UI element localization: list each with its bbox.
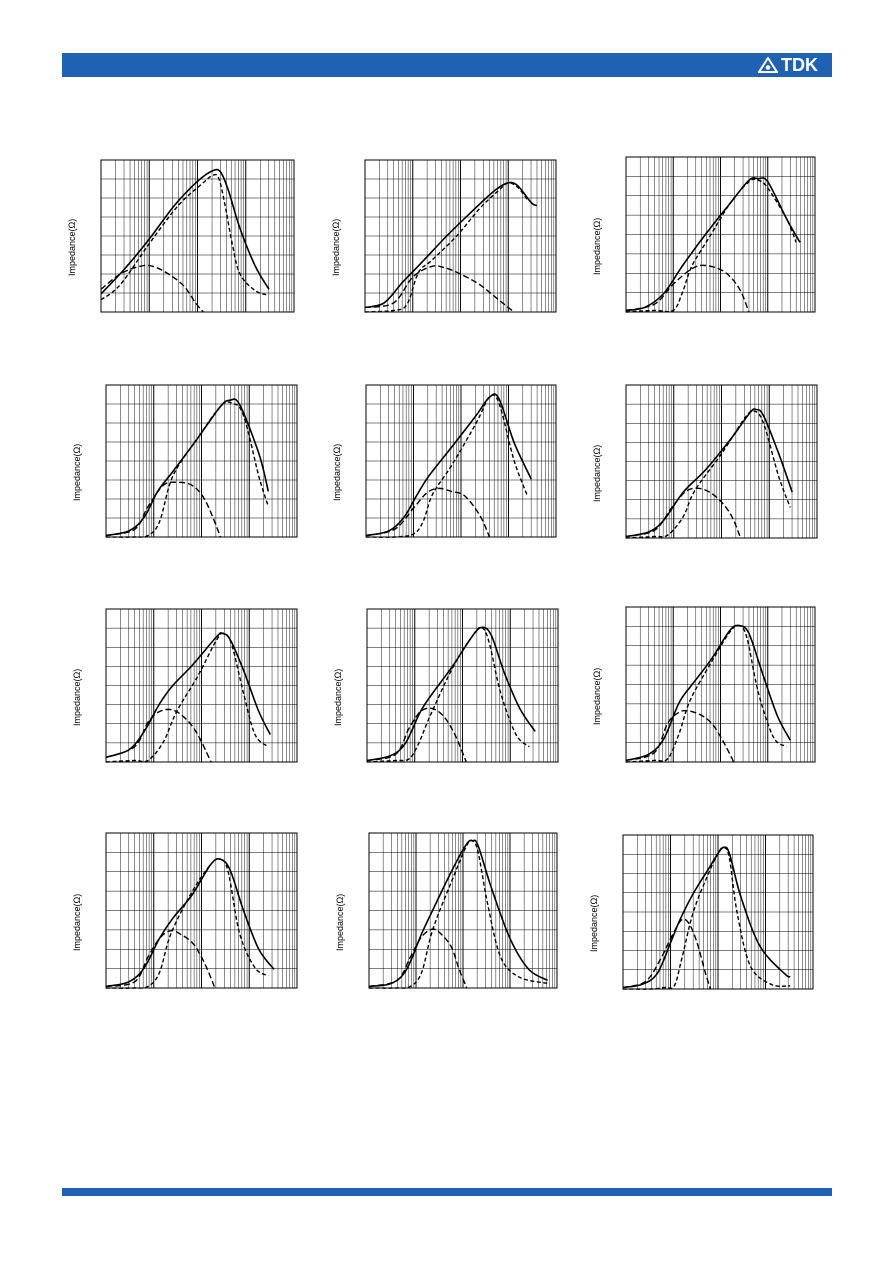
impedance-chart xyxy=(369,833,557,988)
impedance-chart xyxy=(626,607,815,762)
impedance-chart xyxy=(623,835,813,989)
grid xyxy=(626,385,817,538)
tdk-emblem-icon xyxy=(758,57,778,73)
impedance-chart xyxy=(106,833,297,988)
grid xyxy=(101,160,294,312)
series-x-line xyxy=(106,709,211,762)
y-axis-label: Impedance(Ω) xyxy=(589,894,599,952)
series-x-line xyxy=(365,266,514,312)
series-z-line xyxy=(626,178,800,311)
y-axis-label: Impedance(Ω) xyxy=(72,668,82,726)
tdk-logo xyxy=(758,55,818,75)
series-x-line xyxy=(101,265,203,312)
series-z-line xyxy=(106,633,270,758)
y-axis-label: Impedance(Ω) xyxy=(592,667,602,725)
series-r-line xyxy=(626,179,796,312)
logo-text: TDK xyxy=(781,55,818,75)
series-x-line xyxy=(367,708,466,762)
y-axis-label: Impedance(Ω) xyxy=(67,218,77,276)
y-axis-label: Impedance(Ω) xyxy=(331,218,341,276)
grid xyxy=(106,385,297,537)
y-axis-label: Impedance(Ω) xyxy=(72,443,82,501)
grid xyxy=(365,160,556,312)
grid xyxy=(623,835,813,989)
y-axis-label: Impedance(Ω) xyxy=(332,443,342,501)
grid xyxy=(367,609,558,762)
impedance-chart xyxy=(106,609,297,762)
impedance-chart xyxy=(626,385,817,538)
y-axis-label: Impedance(Ω) xyxy=(592,217,602,275)
grid xyxy=(626,607,815,762)
series-x-line xyxy=(626,711,734,762)
grid xyxy=(626,157,815,312)
impedance-chart xyxy=(365,160,556,312)
impedance-chart xyxy=(367,609,558,762)
footer-bar xyxy=(62,1188,832,1196)
impedance-chart xyxy=(101,160,294,312)
grid xyxy=(106,833,297,988)
series-z-line xyxy=(365,182,537,307)
grid xyxy=(366,385,556,537)
y-axis-label: Impedance(Ω) xyxy=(72,893,82,951)
header-bar xyxy=(62,53,832,77)
impedance-chart xyxy=(366,385,556,537)
grid xyxy=(369,833,557,988)
y-axis-label: Impedance(Ω) xyxy=(333,668,343,726)
grid xyxy=(106,609,297,762)
impedance-chart xyxy=(626,157,815,312)
impedance-chart xyxy=(106,385,297,537)
y-axis-label: Impedance(Ω) xyxy=(335,893,345,951)
series-x-line xyxy=(626,488,741,538)
y-axis-label: Impedance(Ω) xyxy=(592,444,602,502)
series-x-line xyxy=(106,931,215,988)
